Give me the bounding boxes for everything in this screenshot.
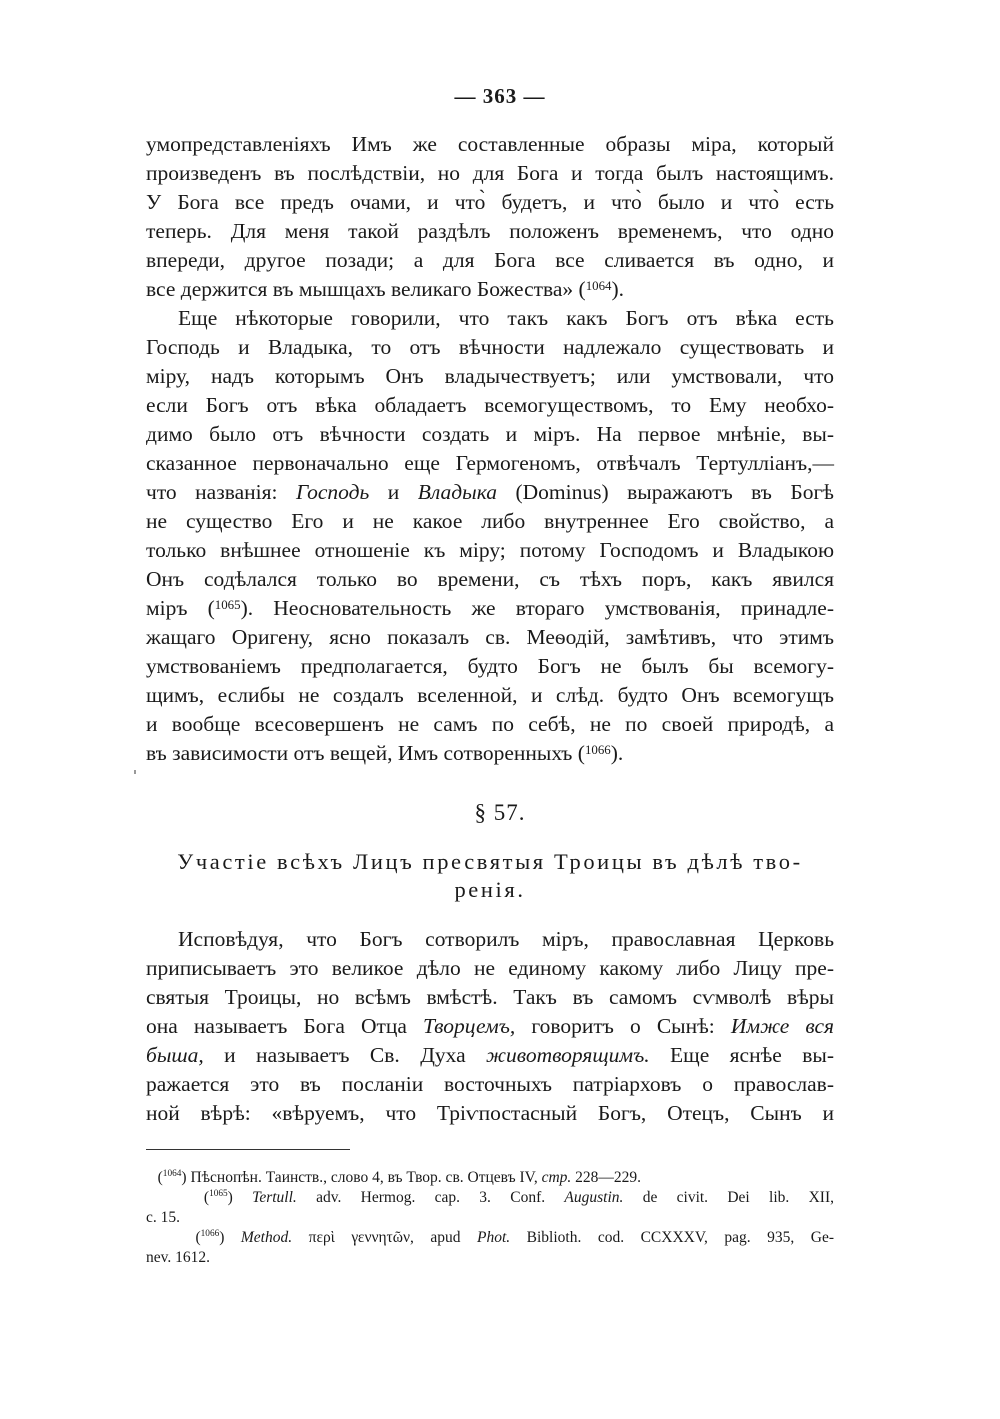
text-run: adv. Hermog. cap. 3. Conf. bbox=[296, 1189, 565, 1206]
para3-line-4 bbox=[146, 1012, 834, 1041]
footnote-number: 1066 bbox=[200, 1229, 220, 1239]
para2-line-7 bbox=[146, 478, 834, 507]
para2-line-14: щимъ, еслибы не создалъ вселенной, и слѣд. будто Онъ всемогущъ bbox=[146, 683, 834, 707]
text-run: ). bbox=[610, 741, 624, 765]
italic-term: Phot. bbox=[477, 1229, 511, 1246]
text-run: περὶ γεννητῶν, apud bbox=[292, 1229, 477, 1246]
text-run: и bbox=[369, 480, 418, 504]
footnote-1066: ($^{1066}$) Method. περὶ γεννητῶν, apud Phot. Biblioth. cod. CCXXXV, pag. 935, Ge- bbox=[146, 1229, 834, 1246]
italic-term: стр. bbox=[541, 1169, 572, 1186]
text-run: говоритъ о Сынѣ: bbox=[515, 1014, 731, 1038]
footnote-divider bbox=[146, 1149, 350, 1150]
margin-mark bbox=[134, 770, 136, 774]
footnote-1065: ($^{1065}$) Tertull. adv. Hermog. cap. 3. Conf. Augustin. de civit. Dei lib. XII, bbox=[146, 1189, 834, 1206]
para2-line-5: димо было отъ вѣчности создать и міръ. На первое мнѣніе, вы- bbox=[146, 422, 834, 446]
body-text-top bbox=[146, 130, 834, 768]
italic-term: Творцемъ, bbox=[423, 1014, 516, 1038]
text-run: (Dominus) выражаютъ въ Богѣ bbox=[496, 480, 834, 504]
para1-line-5: впереди, другое позади; а для Бога все сливается въ одно, и bbox=[146, 248, 834, 272]
para2-line-6: сказанное первоначально еще Гермогеномъ, отвѣчалъ Тертулліанъ,— bbox=[146, 451, 834, 475]
footnote-1065-cont: c. 15. bbox=[146, 1209, 181, 1226]
para2-line-2: Господь и Владыка, то отъ вѣчности надлежало существовать и bbox=[146, 335, 834, 359]
heading-line-2: ренія. bbox=[454, 877, 526, 902]
text-run: Biblioth. cod. CCXXXV, pag. 935, Ge- bbox=[510, 1229, 834, 1246]
text-run: міръ ( bbox=[146, 596, 215, 620]
para2-line-4: если Богъ отъ вѣка обладаетъ всемогуществомъ, то Ему необхо- bbox=[146, 393, 834, 417]
para3-line-7: ной вѣрѣ: «вѣруемъ, что Тріѵпостасный Богъ, Отецъ, Сынъ и bbox=[146, 1101, 834, 1125]
text-run: Пѣснопѣн. Таинств., слово 4, въ Твор. св. Отцевъ IV, bbox=[190, 1169, 542, 1186]
footnote-number: 1065 bbox=[209, 1189, 228, 1199]
footnote-ref-1065[interactable]: 1065 bbox=[214, 598, 241, 612]
para3-line-6: ражается это въ посланіи восточныхъ патріарховъ о православ- bbox=[146, 1072, 834, 1096]
italic-term: Tertull. bbox=[252, 1189, 297, 1206]
footnote-ref-1064[interactable]: 1064 bbox=[585, 279, 612, 293]
italic-term: Господь bbox=[295, 480, 370, 504]
italic-term: быша, bbox=[146, 1043, 204, 1067]
text-run: ). bbox=[611, 277, 625, 301]
text-run: de civit. Dei lib. XII, bbox=[623, 1189, 834, 1206]
para3-line-5 bbox=[146, 1041, 834, 1070]
para3-line-1 bbox=[146, 925, 834, 954]
para2-line-3: міру, надъ которымъ Онъ владычествуетъ; или умствовали, что bbox=[146, 364, 834, 388]
para2-line-15: и вообще всесовершенъ не самъ по себѣ, не по своей природѣ, а bbox=[146, 712, 834, 736]
text-run: Еще яснѣе вы- bbox=[649, 1043, 834, 1067]
para2-line-12: жащаго Оригену, ясно показалъ св. Меѳодій, замѣтивъ, что этимъ bbox=[146, 625, 834, 649]
footnote-ref-1066[interactable]: 1066 bbox=[584, 743, 611, 757]
section-number: § 57. bbox=[474, 800, 526, 825]
text-run: что названія: bbox=[146, 480, 296, 504]
footnote-1064: ($^{1064}$) Пѣснопѣн. Таинств., слово 4, въ Твор. св. Отцевъ IV, стр. 228—229. bbox=[146, 1169, 642, 1186]
footnote-number: 1064 bbox=[162, 1169, 182, 1179]
para1-line-2: произведенъ въ послѣдствіи, но для Бога и тогда былъ настоящимъ. bbox=[146, 161, 834, 185]
text-run: Еще нѣкоторые говорили, что такъ какъ Богъ отъ вѣка есть bbox=[178, 306, 834, 330]
para1-line-1: умопредставленіяхъ Имъ же составленные образы міра, который bbox=[146, 132, 834, 156]
heading-line-1: Участіе всѣхъ Лицъ пресвятыя Троицы въ дѣлѣ тво- bbox=[177, 849, 803, 874]
para2-line-8: не существо Его и не какое либо внутреннее Его свойство, а bbox=[146, 509, 834, 533]
text-run: и называетъ Св. Духа bbox=[203, 1043, 487, 1067]
italic-term: Augustin. bbox=[564, 1189, 624, 1206]
text-run: все держится въ мышцахъ великаго Божества» ( bbox=[146, 277, 586, 301]
para2-line-11 bbox=[146, 594, 834, 623]
section-heading bbox=[146, 848, 834, 904]
para3-line-2: приписываетъ это великое дѣло не единому какому либо Лицу пре- bbox=[146, 956, 834, 980]
para2-line-16 bbox=[146, 739, 834, 768]
page-number: — 363 — bbox=[454, 84, 546, 108]
para2-line-9: только внѣшнее отношеніе къ міру; потому Господомъ и Владыкою bbox=[146, 538, 834, 562]
italic-term: Method. bbox=[240, 1229, 293, 1246]
footnotes bbox=[146, 1168, 834, 1268]
para2-line-1 bbox=[146, 304, 834, 333]
text-run: ). Неосновательность же втораго умствованія, принадле- bbox=[240, 596, 834, 620]
italic-term: животворящимъ. bbox=[486, 1043, 650, 1067]
body-text-bottom bbox=[146, 925, 834, 1128]
text-run: Исповѣдуя, что Богъ сотворилъ міръ, православная Церковь bbox=[178, 927, 834, 951]
para1-line-6 bbox=[146, 275, 834, 304]
para2-line-13: умствованіемъ предполагается, будто Богъ не былъ бы всемогу- bbox=[146, 654, 834, 678]
para3-line-3: святыя Троицы, но всѣмъ вмѣстѣ. Такъ въ самомъ сѵмволѣ вѣры bbox=[146, 985, 834, 1009]
text-run: она называетъ Бога Отца bbox=[146, 1014, 423, 1038]
footnote-1066-cont: nev. 1612. bbox=[146, 1249, 210, 1266]
para1-line-4: теперь. Для меня такой раздѣлъ положенъ временемъ, что одно bbox=[146, 219, 834, 243]
text-run: въ зависимости отъ вещей, Имъ сотворенныхъ ( bbox=[146, 741, 585, 765]
italic-term: Имже вся bbox=[730, 1014, 835, 1038]
para2-line-10: Онъ содѣлался только во времени, съ тѣхъ поръ, какъ явился bbox=[146, 567, 834, 591]
italic-term: Владыка bbox=[417, 480, 497, 504]
para1-line-3: У Бога все предъ очами, и что̀ будетъ, и что̀ было и что̀ есть bbox=[146, 190, 834, 214]
text-run: 228—229. bbox=[571, 1169, 642, 1186]
